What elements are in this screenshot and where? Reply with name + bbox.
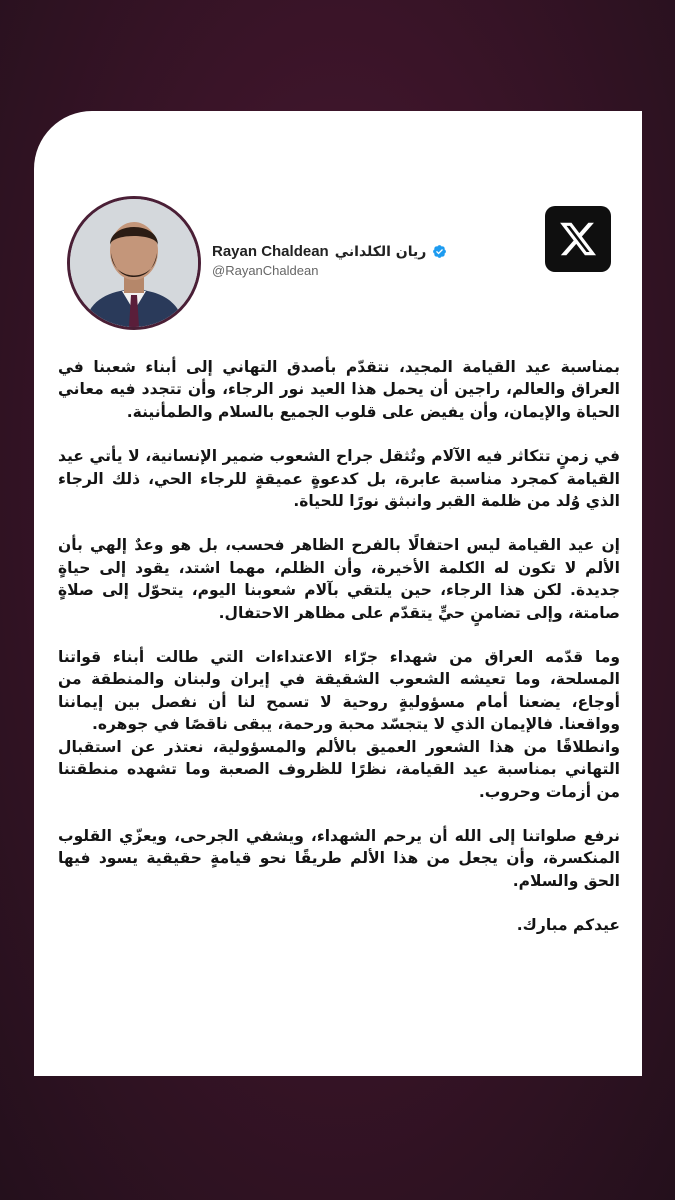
- display-name-ar[interactable]: ريان الكلداني: [334, 243, 427, 260]
- profile-info: [212, 243, 447, 278]
- paragraph-5: وانطلاقًا من هذا الشعور العميق بالألم والمسؤولية، نعتذر عن استقبال التهاني بمناسبة عيد القيامة، نظرًا للظروف الصعبة وما تشهده منطقتنا من أزمات وحروب.: [58, 737, 620, 801]
- post-body: [58, 356, 620, 959]
- x-logo-icon: [545, 206, 611, 272]
- paragraph-4: وما قدّمه العراق من شهداء جرّاء الاعتداءات التي طالت أبناء قواتنا المسلحة، وما تعيشه الشعوب الشقيقة في إيران ولبنان والمنطقة من أوجاع، يضعنا أمام مسؤوليةٍ روحية لا تسمح لنا أن نفصل بين إيماننا وواقعنا. فالإيمان الذي لا يتجسّد محبة ورحمة، يبقى ناقصًا في جوهره.: [58, 648, 620, 734]
- paragraph-6: نرفع صلواتنا إلى الله أن يرحم الشهداء، ويشفي الجرحى، ويعزّي القلوب المنكسرة، وأن يجعل من هذا الألم طريقًا نحو قيامةٍ حقيقية يسود فيها الحق والسلام.: [58, 826, 620, 890]
- display-name-en[interactable]: Rayan Chaldean: [212, 243, 329, 260]
- avatar-photo: [70, 199, 198, 327]
- paragraph-3: إن عيد القيامة ليس احتفالًا بالفرح الظاهر فحسب، بل هو وعدٌ إلهي بأن الألم لا تكون له الكلمة الأخيرة، وأن الظلم، مهما اشتد، يقود إلى حياةٍ جديدة. لكن هذا الرجاء، حين يلتقي بآلام شعوبنا اليوم، يتحوّل إلى صلاةٍ صامتة، وإلى تضامنٍ حيٍّ يتقدّم على مظاهر الاحتفال.: [58, 536, 620, 622]
- paragraph-2: في زمنٍ تتكاثر فيه الآلام وتُثقل جراح الشعوب ضمير الإنسانية، لا يأتي عيد القيامة كمجرد مناسبة عابرة، بل كدعوةٍ عميقةٍ للرجاء الحي، ذلك الرجاء الذي وُلد من ظلمة القبر وانبثق نورًا للحياة.: [58, 447, 620, 511]
- name-row: [212, 243, 447, 260]
- verified-badge-icon: [432, 244, 447, 259]
- paragraph-1: بمناسبة عيد القيامة المجيد، نتقدّم بأصدق التهاني إلى أبناء شعبنا في العراق والعالم، راجين أن يحمل هذا العيد نور الرجاء، وأن تتجدد فيه معاني الحياة والإيمان، وأن يفيض على قلوب الجميع بالسلام والطمأنينة.: [58, 358, 620, 421]
- user-handle[interactable]: @RayanChaldean: [212, 263, 319, 278]
- avatar[interactable]: [67, 196, 201, 330]
- paragraph-7: عيدكم مبارك.: [516, 916, 620, 935]
- post-card: [34, 111, 642, 1076]
